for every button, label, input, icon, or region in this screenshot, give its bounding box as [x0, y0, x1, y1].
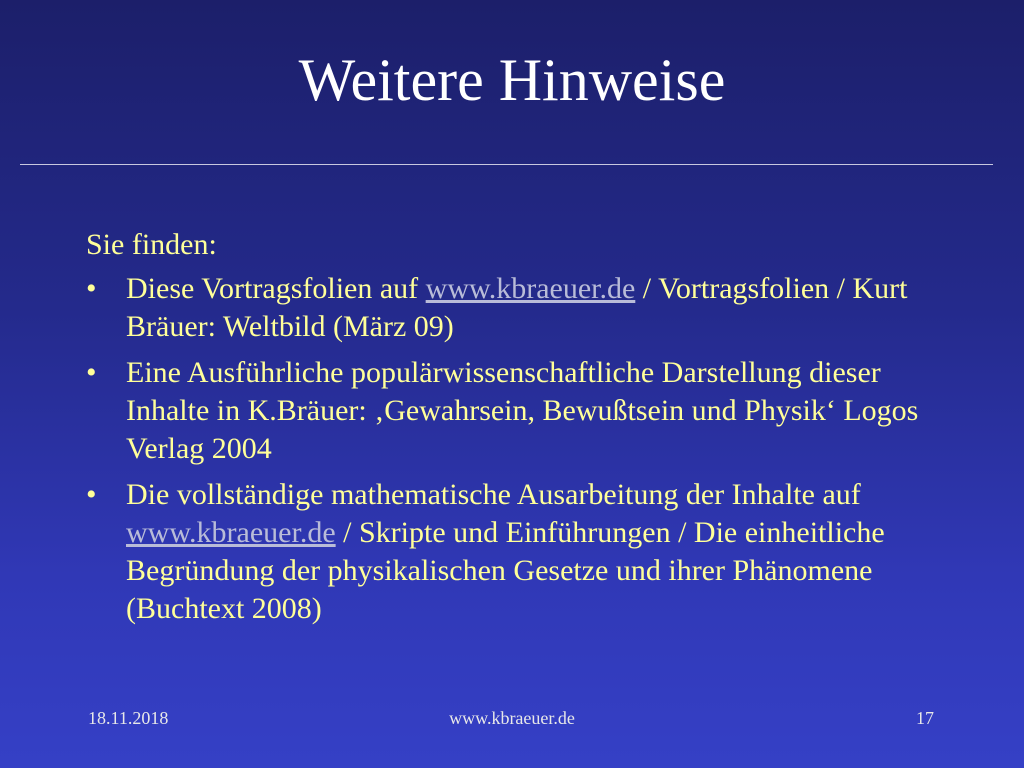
footer-page-number: 17	[916, 708, 934, 728]
bullet-item-ausarbeitung	[86, 476, 956, 628]
bullet-text-post: / Skripte und Einführungen / Die einheitliche Begründung der physikalischen Gesetze und ihrer Phänomene (Buchtext 2008)	[126, 516, 885, 625]
kbraeuer-link[interactable]: www.kbraeuer.de	[425, 272, 636, 305]
bullet-item-darstellung	[86, 354, 956, 468]
bullet-item-vortragsfolien	[86, 270, 956, 346]
slide-title: Weitere Hinweise	[298, 47, 726, 113]
footer-site: www.kbraeuer.de	[449, 708, 575, 728]
bullet-icon: •	[86, 478, 97, 511]
bullet-text-pre: Diese Vortragsfolien auf	[126, 272, 426, 305]
intro-text: Sie finden:	[86, 228, 217, 261]
bullet-text-post: / Vortragsfolien / Kurt Bräuer: Weltbild (März 09)	[126, 272, 908, 343]
bullet-text-pre: Die vollständige mathematische Ausarbeitung der Inhalte auf	[126, 478, 861, 511]
bullet-icon: •	[86, 272, 97, 305]
bullet-text: Eine Ausführliche populärwissenschaftliche Darstellung dieser Inhalte in K.Bräuer: ‚Gewahrsein, Bewußtsein und Physik‘ Logos Verlag 2004	[126, 356, 919, 465]
slide-content	[86, 226, 956, 636]
bullet-list	[86, 270, 956, 628]
bullet-icon: •	[86, 356, 97, 389]
kbraeuer-link[interactable]: www.kbraeuer.de	[126, 516, 336, 549]
footer-date: 18.11.2018	[88, 708, 169, 728]
title-divider	[20, 164, 993, 165]
